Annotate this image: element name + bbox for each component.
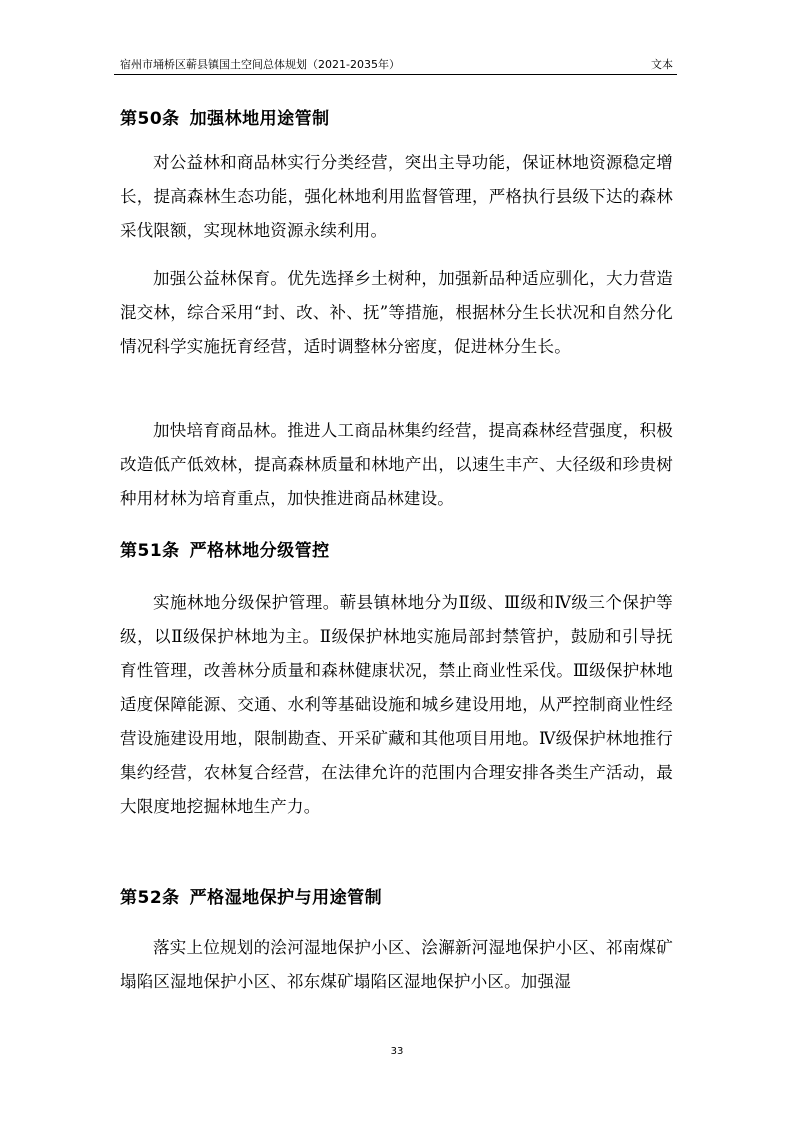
- header-title: 宿州市埇桥区蕲县镇国土空间总体规划（2021-2035年）: [120, 58, 400, 71]
- paragraph: 加强公益林保育。优先选择乡土树种，加强新品种适应驯化，大力营造混交林，综合采用“封、改、补、抚”等措施，根据林分生长状况和自然分化情况科学实施抚育经营，适时调整林分密度，促进林分生长。: [120, 269, 673, 356]
- paragraph: 实施林地分级保护管理。蕲县镇林地分为Ⅱ级、Ⅲ级和Ⅳ级三个保护等级，以Ⅱ级保护林地为主。Ⅱ级保护林地实施局部封禁管护，鼓励和引导抚育性管理，改善林分质量和森林健康状况，禁止商业性采伐。Ⅲ级保护林地适度保障能源、交通、水利等基础设施和城乡建设用地，从严控制商业性经营设施建设用地，限制勘查、开采矿藏和其他项目用地。Ⅳ级保护林地推行集约经营，农林复合经营，在法律允许的范围内合理安排各类生产活动，最大限度地挖掘林地生产力。: [120, 593, 673, 816]
- page-header: [114, 54, 677, 75]
- section-number: 第50条: [120, 109, 180, 129]
- page-number: 33: [390, 1046, 404, 1057]
- paragraph: 落实上位规划的浍河湿地保护小区、浍澥新河湿地保护小区、祁南煤矿塌陷区湿地保护小区、祁东煤矿塌陷区湿地保护小区。加强湿: [120, 938, 673, 991]
- section-title-text: 严格湿地保护与用途管制: [189, 888, 383, 908]
- paragraph: 对公益林和商品林实行分类经营，突出主导功能，保证林地资源稳定增长，提高森林生态功能，强化林地利用监督管理，严格执行县级下达的森林采伐限额，实现林地资源永续利用。: [120, 153, 673, 240]
- section-title-text: 严格林地分级管控: [189, 541, 330, 561]
- paragraph: 加快培育商品林。推进人工商品林集约经营，提高森林经营强度，积极改造低产低效林，提高森林质量和林地产出，以速生丰产、大径级和珍贵树种用材林为培育重点，加快推进商品林建设。: [120, 421, 673, 508]
- section-heading-51: [120, 536, 330, 561]
- section-number: 第52条: [120, 888, 180, 908]
- section-number: 第51条: [120, 541, 180, 561]
- section-heading-52: [120, 883, 382, 908]
- header-doc-type: 文本: [651, 58, 673, 71]
- section-title-text: 加强林地用途管制: [189, 109, 330, 129]
- section-heading-50: [120, 104, 330, 129]
